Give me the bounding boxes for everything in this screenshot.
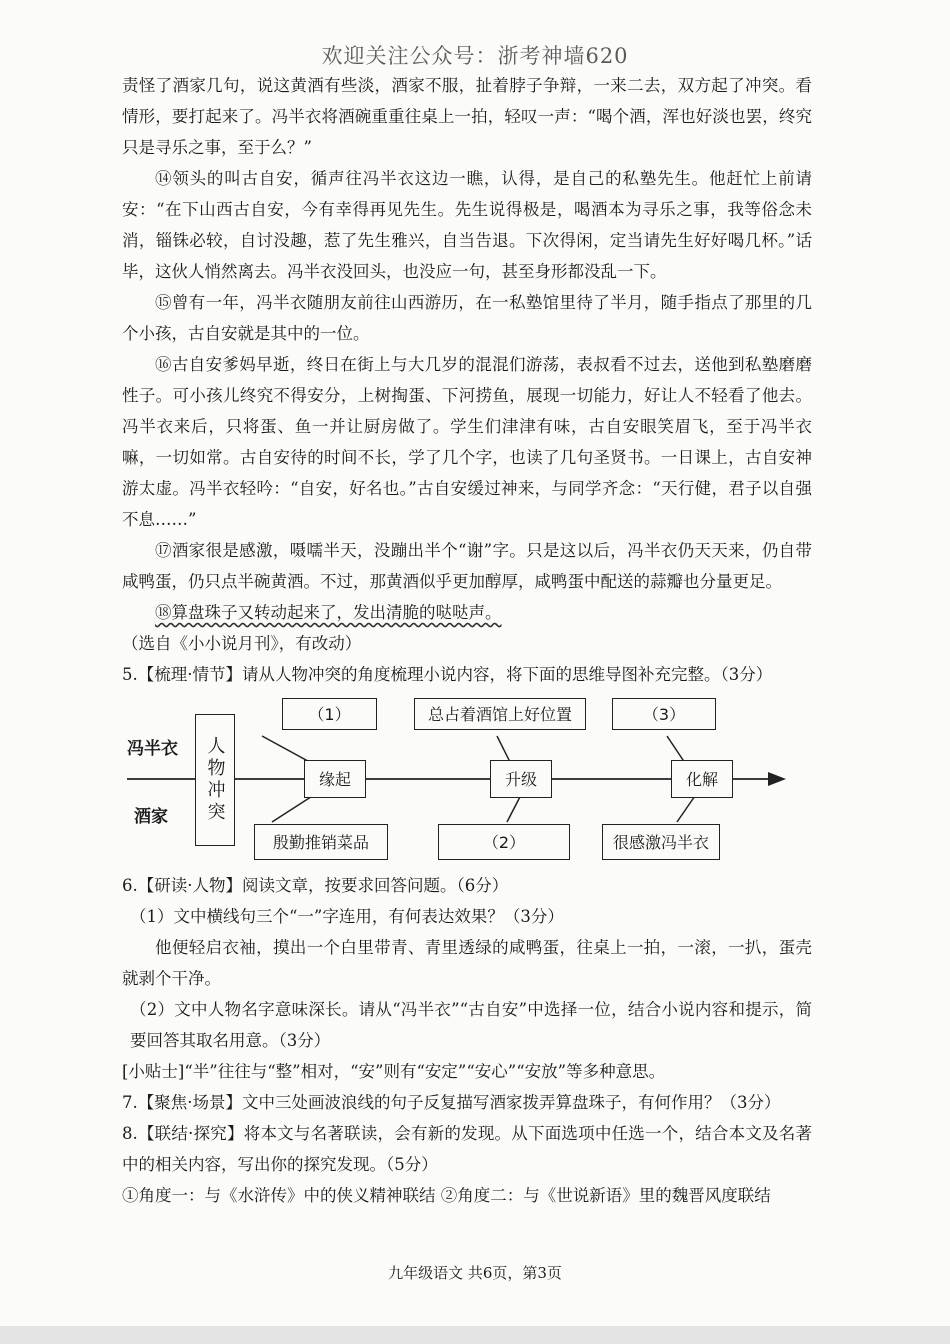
- paragraph-15: ⑮曾有一年，冯半衣随朋友前往山西游历，在一私塾馆里待了半月，随手指点了那里的几个小孩，古自安就是其中的一位。: [122, 293, 812, 343]
- stage-escalation: 升级: [490, 760, 552, 798]
- paragraph-13-cont: 责怪了酒家几句，说这黄酒有些淡，酒家不服，扯着脖子争辩，一来二去，双方起了冲突。看情形，要打起来了。冯半衣将酒碗重重往桌上一拍，轻叹一声：“喝个酒，浑也好淡也罢，终究只是寻乐之事，至于么？”: [122, 76, 812, 157]
- paragraph-14: ⑭领头的叫古自安，循声往冯半衣这边一瞧，认得，是自己的私塾先生。他赶忙上前请安：“在下山西古自安，今有幸得再见先生。先生说得极是，喝酒本为寻乐之事，我等俗念未消，锱铢必较，自讨没趣，惹了先生雅兴，自当告退。下次得闲，定当请先生好好喝几杯。”话毕，这伙人悄然离去。冯半衣没回头，也没应一句，甚至身形都没乱一下。: [122, 169, 812, 281]
- mind-map-diagram: [122, 694, 812, 864]
- blank-2: （2）: [438, 824, 570, 860]
- source-citation: （选自《小小说月刊》，有改动）: [122, 634, 362, 653]
- paragraph-16: ⑯古自安爹妈早逝，终日在街上与大几岁的混混们游荡，表叔看不过去，送他到私塾磨磨性子。可小孩儿终究不得安分，上树掏蛋、下河捞鱼，展现一切能力，好让人不轻看了他去。冯半衣来后，只将蛋、鱼一并让厨房做了。学生们津津有味，古自安眼笑眉飞，至于冯半衣嘛，一切如常。古自安待的时间不长，学了几个字，也读了几句圣贤书。一日课上，古自安神游太虚。冯半衣轻吟：“自安，好名也。”古自安缓过神来，与同学齐念：“天行健，君子以自强不息……”: [122, 355, 812, 529]
- top-box-2: 总占着酒馆上好位置: [414, 698, 586, 730]
- question-6-1-quote: 他便轻启衣袖，摸出一个白里带青、青里透绿的咸鸭蛋，往桌上一拍，一滚，一扒，蛋壳就剥个干净。: [122, 938, 812, 988]
- question-6: 6.【研读·人物】阅读文章，按要求回答问题。（6分）: [122, 876, 509, 895]
- blank-3: （3）: [612, 698, 716, 730]
- question-6-2: （2）文中人物名字意味深长。请从“冯半衣”“古自安”中选择一位，结合小说内容和提示，简要回答其取名用意。（3分）: [130, 1000, 812, 1050]
- question-5: 5.【梳理·情节】请从人物冲突的角度梳理小说内容，将下面的思维导图补充完整。（3分）: [122, 665, 773, 684]
- paragraph-18: [122, 597, 812, 628]
- label-feng-banyi: 冯半衣: [127, 739, 178, 759]
- watermark-header: 欢迎关注公众号：浙考神墙620: [321, 44, 629, 68]
- page-content: [122, 70, 812, 1211]
- bottom-box-1: 殷勤推销菜品: [254, 824, 388, 860]
- stage-origin: 缘起: [304, 760, 366, 798]
- question-8: 8.【联结·探究】将本文与名著联读，会有新的发现。从下面选项中任选一个，结合本文及名著中的相关内容，写出你的探究发现。（5分）: [122, 1124, 812, 1174]
- wavy-sentence: ⑱算盘珠子又转动起来了，发出清脆的哒哒声。: [155, 603, 502, 622]
- paragraph-17: ⑰酒家很是感激，嗫嚅半天，没蹦出半个“谢”字。只是这以后，冯半衣仍天天来，仍自带咸鸭蛋，仍只点半碗黄酒。不过，那黄酒似乎更加醇厚，咸鸭蛋中配送的蒜瓣也分量更足。: [122, 541, 812, 591]
- stage-resolution: 化解: [671, 760, 733, 798]
- page-footer: 九年级语文 共6页，第3页: [388, 1264, 562, 1282]
- question-6-1: （1）文中横线句三个“一”字连用，有何表达效果？（3分）: [130, 907, 564, 926]
- label-jiujia: 酒家: [134, 807, 168, 827]
- question-8-options: ①角度一：与《水浒传》中的侠义精神联结 ②角度二：与《世说新语》里的魏晋风度联结: [122, 1186, 771, 1205]
- question-7: 7.【聚焦·场景】文中三处画波浪线的句子反复描写酒家拨弄算盘珠子，有何作用？（3分）: [122, 1093, 781, 1112]
- bottom-box-3: 很感激冯半衣: [602, 824, 720, 860]
- tip: [小贴士]“半”往往与“整”相对，“安”则有“安定”“安心”“安放”等多种意思。: [122, 1062, 666, 1081]
- blank-1: （1）: [282, 698, 377, 730]
- scan-edge: [0, 1326, 950, 1344]
- conflict-box: 人物冲突: [195, 714, 235, 846]
